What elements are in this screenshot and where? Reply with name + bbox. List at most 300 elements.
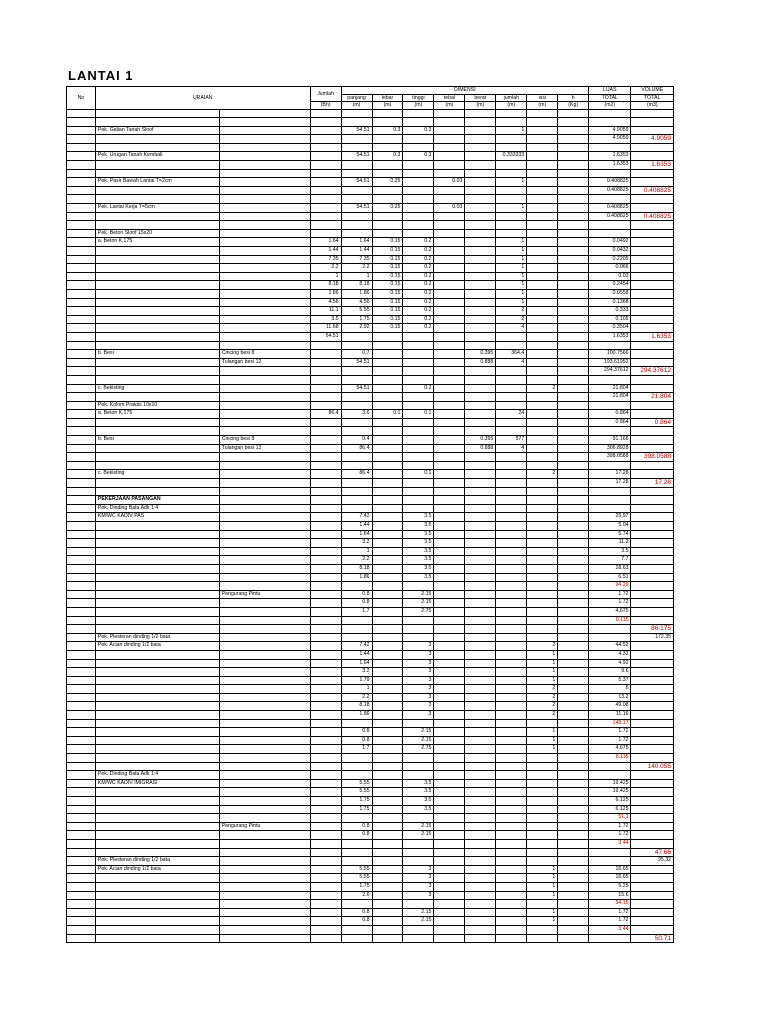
table-cell — [465, 324, 496, 333]
table-cell: 3 — [403, 865, 434, 874]
table-cell — [434, 599, 465, 608]
table-row — [67, 736, 674, 745]
table-cell — [372, 479, 403, 488]
table-cell — [95, 788, 219, 797]
table-cell: 13.2 — [589, 693, 631, 702]
header-uraian: URAIAN — [95, 87, 310, 110]
table-cell: 2 — [496, 307, 527, 316]
table-cell — [67, 238, 96, 247]
table-cell — [527, 367, 558, 376]
table-cell — [465, 874, 496, 883]
table-cell — [558, 444, 589, 453]
table-cell: 1.72 — [589, 908, 631, 917]
table-cell — [527, 822, 558, 831]
table-cell — [631, 547, 674, 556]
table-cell: 364.4 — [496, 350, 527, 359]
table-cell — [67, 590, 96, 599]
table-cell — [558, 556, 589, 565]
table-cell: 0.15 — [372, 298, 403, 307]
table-cell: 11.16 — [589, 711, 631, 720]
table-cell — [372, 358, 403, 367]
table-cell — [527, 255, 558, 264]
table-cell — [219, 831, 310, 840]
table-cell — [434, 693, 465, 702]
table-cell — [631, 650, 674, 659]
table-cell — [310, 822, 341, 831]
table-cell — [219, 771, 310, 780]
table-cell — [631, 839, 674, 848]
table-cell — [95, 822, 219, 831]
table-cell — [527, 496, 558, 505]
table-row — [67, 564, 674, 573]
table-cell — [558, 204, 589, 213]
table-cell: 15.6 — [589, 891, 631, 900]
table-cell — [95, 272, 219, 281]
table-cell — [95, 444, 219, 453]
table-cell — [589, 118, 631, 127]
table-cell — [372, 212, 403, 221]
table-cell — [372, 582, 403, 591]
table-cell — [95, 135, 219, 144]
table-cell: Pek. Galian Tanah Sloof — [95, 126, 219, 135]
table-cell — [558, 522, 589, 531]
table-cell — [527, 152, 558, 161]
table-cell — [558, 917, 589, 926]
table-cell — [496, 135, 527, 144]
table-cell — [631, 668, 674, 677]
table-cell — [465, 255, 496, 264]
table-cell — [67, 289, 96, 298]
table-cell — [465, 143, 496, 152]
table-cell — [310, 642, 341, 651]
table-cell — [310, 633, 341, 642]
table-cell: 3.5 — [589, 547, 631, 556]
table-cell — [219, 685, 310, 694]
table-cell — [372, 384, 403, 393]
table-cell — [496, 642, 527, 651]
table-cell — [558, 736, 589, 745]
table-cell — [558, 229, 589, 238]
table-cell: 294.37612 — [631, 367, 674, 376]
table-cell: 0.8 — [341, 728, 372, 737]
table-cell — [67, 771, 96, 780]
table-cell — [95, 891, 219, 900]
table-cell — [434, 358, 465, 367]
table-cell — [434, 272, 465, 281]
table-cell — [310, 118, 341, 127]
table-cell — [558, 711, 589, 720]
table-cell — [558, 341, 589, 350]
table-cell — [631, 178, 674, 187]
table-cell: 3.5 — [403, 530, 434, 539]
table-cell — [95, 754, 219, 763]
table-cell: Pek. Beton Sloof 15x20 — [95, 229, 219, 238]
table-cell — [219, 564, 310, 573]
table-cell — [589, 625, 631, 634]
table-cell: 3.5 — [403, 573, 434, 582]
table-cell — [67, 539, 96, 548]
table-cell: 1.6353 — [631, 332, 674, 341]
table-cell — [372, 393, 403, 402]
table-cell — [558, 573, 589, 582]
table-cell — [496, 522, 527, 531]
table-cell — [372, 607, 403, 616]
table-cell: 25.97 — [589, 513, 631, 522]
table-cell: 0.15 — [372, 324, 403, 333]
table-cell: 5.74 — [589, 530, 631, 539]
table-cell — [219, 143, 310, 152]
table-row — [67, 719, 674, 728]
table-cell — [403, 332, 434, 341]
table-cell: 3 — [403, 882, 434, 891]
table-cell — [496, 513, 527, 522]
table-cell — [558, 797, 589, 806]
table-cell — [527, 857, 558, 866]
table-cell — [496, 393, 527, 402]
table-cell — [434, 410, 465, 419]
table-cell: 0.066 — [589, 264, 631, 273]
table-row — [67, 865, 674, 874]
table-cell — [310, 109, 341, 118]
table-cell — [589, 143, 631, 152]
table-cell — [496, 487, 527, 496]
table-cell — [95, 607, 219, 616]
table-cell — [434, 264, 465, 273]
table-row — [67, 221, 674, 230]
table-cell — [465, 917, 496, 926]
table-cell — [558, 453, 589, 462]
table-cell — [95, 332, 219, 341]
table-cell — [465, 169, 496, 178]
table-cell — [434, 461, 465, 470]
table-cell — [403, 857, 434, 866]
table-cell — [372, 779, 403, 788]
table-cell — [219, 650, 310, 659]
table-cell — [95, 719, 219, 728]
table-row — [67, 633, 674, 642]
table-cell — [219, 204, 310, 213]
table-cell — [341, 925, 372, 934]
table-cell — [67, 693, 96, 702]
table-cell: 21.804 — [589, 393, 631, 402]
table-cell: 0.1 — [372, 410, 403, 419]
table-row — [67, 461, 674, 470]
table-cell: 5.55 — [341, 307, 372, 316]
table-cell — [527, 212, 558, 221]
table-cell: 3.2 — [341, 539, 372, 548]
table-cell — [67, 341, 96, 350]
table-cell: 0.408825 — [631, 186, 674, 195]
table-cell — [434, 839, 465, 848]
table-cell: 0.408825 — [589, 186, 631, 195]
table-cell — [67, 685, 96, 694]
table-cell: 1.72 — [589, 917, 631, 926]
table-cell — [219, 539, 310, 548]
table-cell — [341, 427, 372, 436]
table-cell — [372, 496, 403, 505]
table-cell: 3 — [403, 676, 434, 685]
table-cell — [527, 719, 558, 728]
table-cell — [434, 917, 465, 926]
table-cell: 0.0432 — [589, 247, 631, 256]
table-cell — [558, 582, 589, 591]
table-cell — [67, 358, 96, 367]
table-cell: 3.5 — [403, 805, 434, 814]
table-cell — [434, 616, 465, 625]
table-cell — [372, 332, 403, 341]
table-cell — [341, 479, 372, 488]
table-cell — [496, 496, 527, 505]
table-cell — [310, 874, 341, 883]
table-cell — [67, 367, 96, 376]
table-cell — [496, 934, 527, 943]
table-cell — [219, 479, 310, 488]
table-cell — [527, 109, 558, 118]
table-cell: 1.44 — [341, 522, 372, 531]
table-cell — [67, 848, 96, 857]
table-cell — [496, 118, 527, 127]
table-cell — [465, 513, 496, 522]
table-cell — [434, 324, 465, 333]
header-volume-2: TOTAL — [631, 94, 674, 102]
table-cell — [465, 831, 496, 840]
table-row — [67, 711, 674, 720]
table-cell — [95, 745, 219, 754]
table-cell — [434, 169, 465, 178]
table-row — [67, 925, 674, 934]
table-cell — [558, 822, 589, 831]
table-cell — [631, 865, 674, 874]
table-cell — [434, 109, 465, 118]
table-cell — [95, 522, 219, 531]
table-cell — [310, 169, 341, 178]
table-row — [67, 685, 674, 694]
table-cell — [403, 358, 434, 367]
table-cell: 2.2 — [341, 264, 372, 273]
table-cell: 3.5 — [403, 522, 434, 531]
table-cell — [219, 212, 310, 221]
table-cell — [465, 341, 496, 350]
header-luas-unit: (m2) — [589, 102, 631, 110]
table-cell — [496, 143, 527, 152]
table-cell — [310, 195, 341, 204]
table-cell — [558, 805, 589, 814]
table-cell — [434, 298, 465, 307]
table-cell: Pek. Pasir Bawah Lantai T=2cm — [95, 178, 219, 187]
table-cell: 0.2 — [403, 289, 434, 298]
table-cell — [558, 126, 589, 135]
table-cell — [527, 547, 558, 556]
header-dim-unit: (m) — [465, 102, 496, 110]
table-cell — [434, 539, 465, 548]
table-cell — [372, 642, 403, 651]
table-cell — [631, 539, 674, 548]
table-cell — [310, 444, 341, 453]
table-cell: c. Bekisting — [95, 470, 219, 479]
table-cell — [465, 247, 496, 256]
table-cell — [67, 169, 96, 178]
table-cell: 8.18 — [341, 281, 372, 290]
table-cell — [465, 882, 496, 891]
table-cell — [631, 152, 674, 161]
table-cell — [589, 762, 631, 771]
table-cell — [465, 762, 496, 771]
table-cell — [631, 590, 674, 599]
table-cell — [310, 805, 341, 814]
table-cell — [434, 848, 465, 857]
table-cell — [403, 427, 434, 436]
table-cell — [95, 762, 219, 771]
table-cell — [496, 788, 527, 797]
table-cell — [219, 676, 310, 685]
table-cell — [434, 788, 465, 797]
table-cell — [631, 401, 674, 410]
table-cell — [372, 135, 403, 144]
table-cell — [465, 668, 496, 677]
table-cell — [558, 195, 589, 204]
table-cell — [496, 917, 527, 926]
table-cell: 1.7 — [341, 607, 372, 616]
table-cell — [310, 212, 341, 221]
table-cell — [558, 745, 589, 754]
table-cell — [589, 496, 631, 505]
table-cell — [341, 504, 372, 513]
table-cell — [527, 564, 558, 573]
table-cell — [434, 401, 465, 410]
table-row — [67, 556, 674, 565]
table-cell — [558, 539, 589, 548]
table-cell: 8.115 — [589, 754, 631, 763]
table-cell: 1.75 — [341, 797, 372, 806]
table-cell — [496, 685, 527, 694]
table-cell: 11.2 — [589, 539, 631, 548]
table-cell — [341, 169, 372, 178]
table-cell — [219, 668, 310, 677]
table-cell: 1.75 — [341, 882, 372, 891]
table-cell — [310, 436, 341, 445]
table-cell — [434, 556, 465, 565]
table-cell — [372, 436, 403, 445]
table-cell — [465, 659, 496, 668]
table-cell — [310, 762, 341, 771]
table-row — [67, 676, 674, 685]
table-cell — [95, 393, 219, 402]
table-cell — [372, 539, 403, 548]
table-cell — [67, 109, 96, 118]
table-cell — [589, 109, 631, 118]
table-cell — [527, 410, 558, 419]
table-cell — [219, 289, 310, 298]
table-cell — [558, 779, 589, 788]
table-cell — [95, 556, 219, 565]
table-cell — [496, 367, 527, 376]
table-cell: 3.5 — [310, 315, 341, 324]
table-cell: 3.5 — [403, 779, 434, 788]
table-cell — [527, 633, 558, 642]
table-cell — [219, 393, 310, 402]
table-cell — [465, 152, 496, 161]
table-cell: 0.333333 — [496, 152, 527, 161]
table-cell — [434, 255, 465, 264]
table-cell: 1 — [527, 676, 558, 685]
table-cell — [67, 831, 96, 840]
table-cell — [589, 857, 631, 866]
table-cell — [465, 470, 496, 479]
table-cell — [558, 393, 589, 402]
table-cell — [558, 186, 589, 195]
table-cell — [527, 461, 558, 470]
table-cell — [219, 281, 310, 290]
table-cell — [219, 427, 310, 436]
table-cell — [67, 513, 96, 522]
table-cell — [434, 891, 465, 900]
table-cell: 0.03 — [434, 204, 465, 213]
table-cell: 4 — [496, 444, 527, 453]
table-cell: 0.2 — [403, 315, 434, 324]
table-cell: 50.71 — [631, 934, 674, 943]
table-cell: 1 — [341, 547, 372, 556]
table-cell — [219, 238, 310, 247]
table-cell — [631, 607, 674, 616]
table-cell: 2 — [527, 702, 558, 711]
table-cell — [67, 650, 96, 659]
table-cell: 3.44 — [589, 925, 631, 934]
table-cell — [434, 453, 465, 462]
table-cell — [95, 564, 219, 573]
table-row — [67, 908, 674, 917]
table-cell: 54.51 — [341, 358, 372, 367]
table-cell — [558, 625, 589, 634]
table-row — [67, 839, 674, 848]
table-cell — [496, 693, 527, 702]
table-cell — [219, 839, 310, 848]
table-cell — [589, 633, 631, 642]
table-cell: 0.8 — [341, 908, 372, 917]
table-cell — [434, 229, 465, 238]
table-row — [67, 573, 674, 582]
table-cell — [631, 685, 674, 694]
table-cell — [496, 728, 527, 737]
table-cell: Pek. Plesteran dinding 1/2 bata — [95, 857, 219, 866]
table-cell — [403, 375, 434, 384]
table-cell — [219, 530, 310, 539]
table-cell: 1.86 — [341, 573, 372, 582]
table-cell — [527, 754, 558, 763]
table-cell — [403, 212, 434, 221]
table-cell — [434, 479, 465, 488]
table-cell — [631, 247, 674, 256]
table-row — [67, 547, 674, 556]
table-cell — [403, 487, 434, 496]
table-cell: 7.42 — [341, 642, 372, 651]
table-cell — [558, 616, 589, 625]
table-cell — [465, 410, 496, 419]
table-row — [67, 934, 674, 943]
table-cell — [496, 616, 527, 625]
table-cell — [496, 504, 527, 513]
table-cell — [631, 238, 674, 247]
table-cell — [95, 221, 219, 230]
table-cell: 3.5 — [403, 797, 434, 806]
table-cell — [527, 814, 558, 823]
table-cell: 0.15 — [372, 307, 403, 316]
table-cell — [67, 332, 96, 341]
table-cell — [589, 229, 631, 238]
table-cell — [496, 418, 527, 427]
table-cell — [527, 487, 558, 496]
table-cell: 0.1 — [403, 470, 434, 479]
table-cell — [372, 375, 403, 384]
